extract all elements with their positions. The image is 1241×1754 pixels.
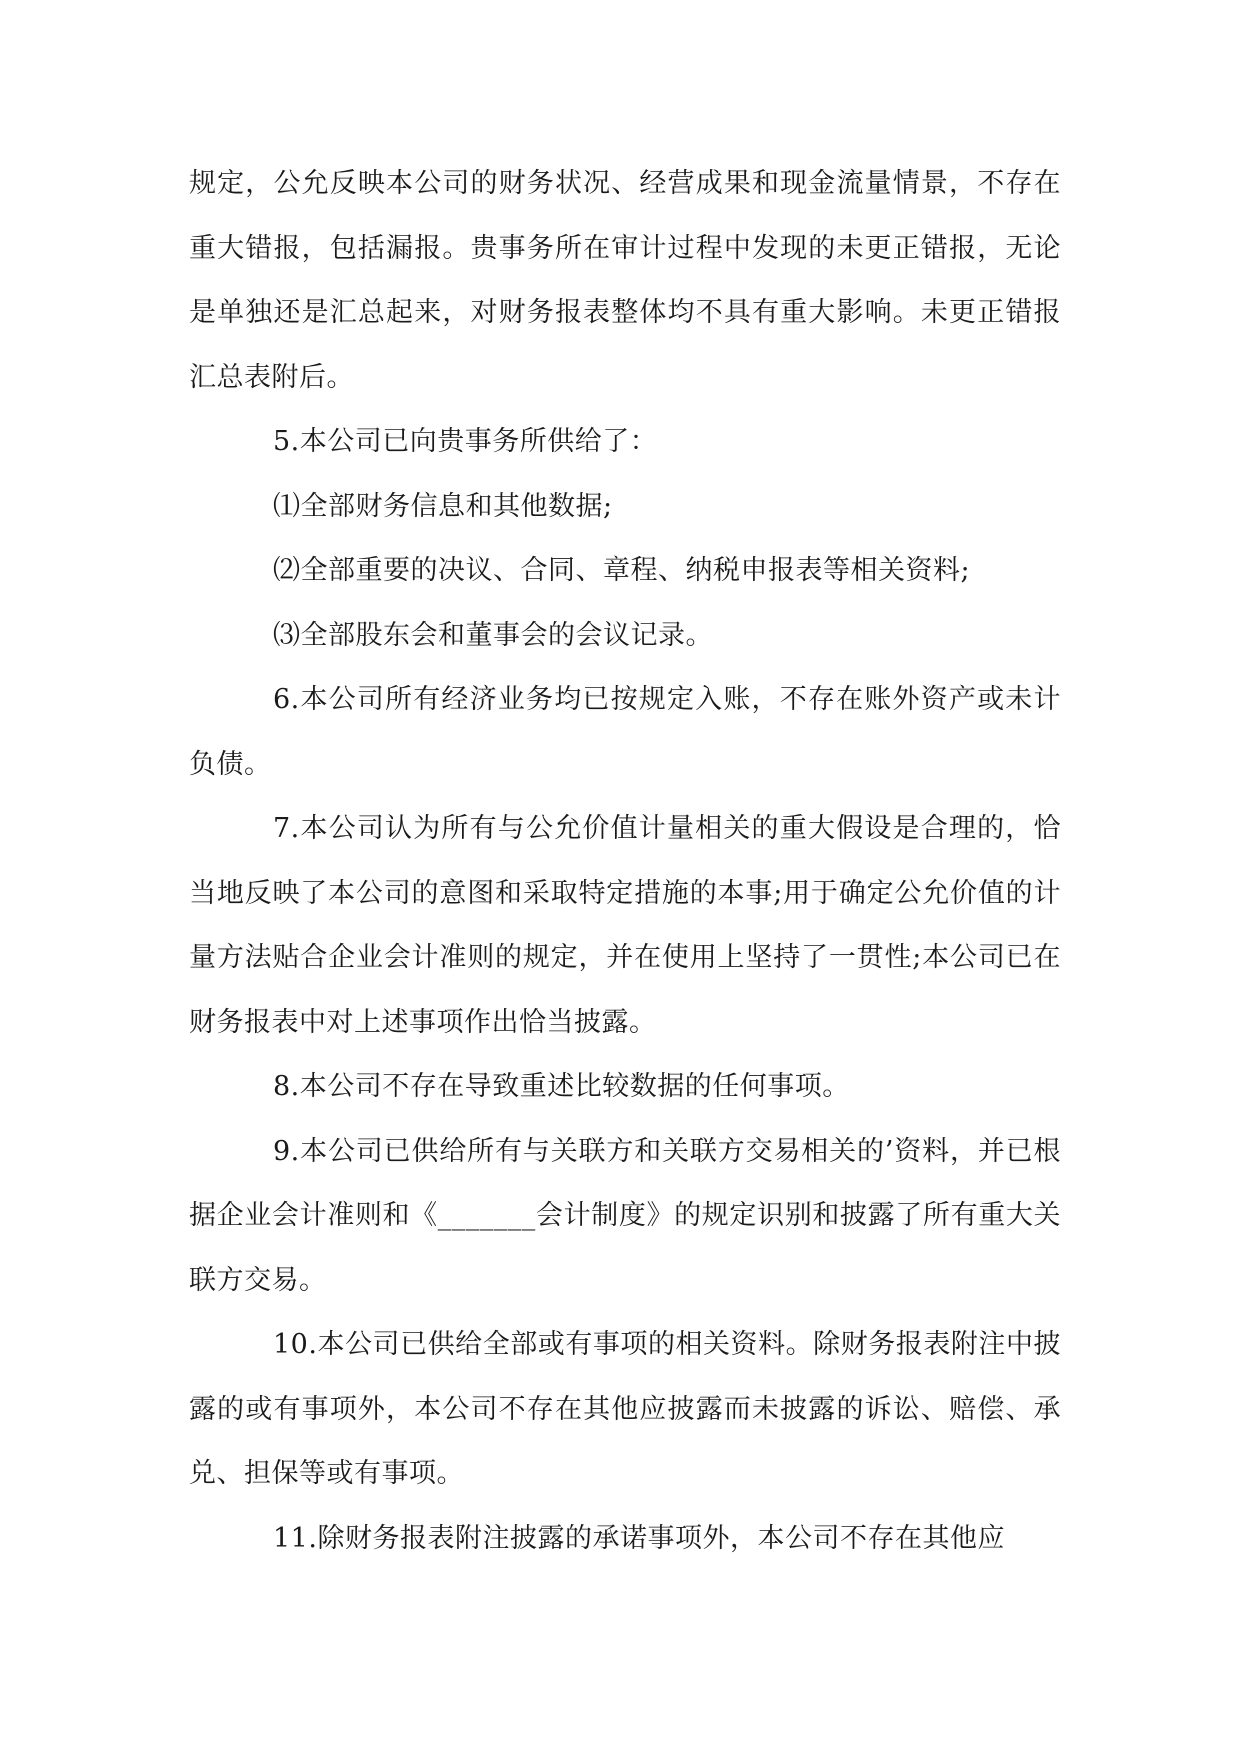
paragraph-subitem-1: ⑴全部财务信息和其他数据; [273, 490, 613, 522]
paragraph-item-11: 11.除财务报表附注披露的承诺事项外，本公司不存在其他应 [273, 1522, 1005, 1554]
paragraph-item-9: 9.本公司已供给所有与关联方和关联方交易相关的’资料，并已根据企业会计准则和《_______会计制度》的规定识别和披露了所有重大关联方交易。 [189, 1135, 1061, 1296]
paragraph-item-10: 10.本公司已供给全部或有事项的相关资料。除财务报表附注中披露的或有事项外，本公司不存在其他应披露而未披露的诉讼、赔偿、承兑、担保等或有事项。 [189, 1329, 1061, 1489]
paragraph-continuation: 规定，公允反映本公司的财务状况、经营成果和现金流量情景，不存在重大错报，包括漏报。贵事务所在审计过程中发现的未更正错报，无论是单独还是汇总起来，对财务报表整体均不具有重大影响。未更正错报汇总表附后。 [189, 168, 1061, 393]
document-body [189, 152, 1061, 1571]
paragraph-item-8: 8.本公司不存在导致重述比较数据的任何事项。 [273, 1071, 850, 1102]
paragraph-item-7: 7.本公司认为所有与公允价值计量相关的重大假设是合理的，恰当地反映了本公司的意图和采取特定措施的本事;用于确定公允价值的计量方法贴合企业会计准则的规定，并在使用上坚持了一贯性;本公司已在财务报表中对上述事项作出恰当披露。 [189, 813, 1061, 1038]
paragraph-subitem-3: ⑶全部股东会和董事会的会议记录。 [273, 619, 713, 651]
paragraph-item-6: 6.本公司所有经济业务均已按规定入账，不存在账外资产或未计负债。 [189, 684, 1061, 780]
paragraph-subitem-2: ⑵全部重要的决议、合同、章程、纳税申报表等相关资料; [273, 555, 971, 586]
paragraph-item-5: 5.本公司已向贵事务所供给了： [273, 426, 658, 457]
